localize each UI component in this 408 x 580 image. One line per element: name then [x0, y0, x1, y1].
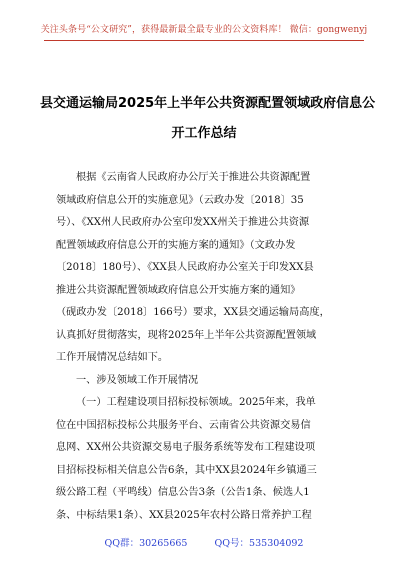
body-line: 推进公共资源配置领域政府信息公开实施方案的通知》 [56, 284, 301, 296]
body-line: 〔2018〕180号）、《XX县人民政府办公室关于印发XX县 [56, 262, 314, 273]
body-line: 条、中标结果1条）、XX县2025年农村公路日常养护工程 [56, 509, 312, 521]
contact-footer [0, 535, 408, 549]
banner-divider [44, 40, 364, 41]
qq-number-text: QQ号：535304092 [214, 538, 304, 549]
body-line: 目招标投标相关信息公告6条，其中XX县2024年乡镇通三 [56, 464, 317, 476]
body-line: 工作开展情况总结如下。 [56, 352, 169, 363]
body-line: 级公路工程（平鸣线）信息公告3条（公告1条、候选人1 [56, 487, 310, 498]
body-line: 领域政府信息公开的实施意见》（云政办发〔2018〕35 [56, 194, 304, 206]
section-heading: 一、涉及领域工作开展情况 [76, 374, 199, 386]
promo-banner: 关注头条号“公文研究”，获得最新最全最专业的公文资料库！ 微信：gongwenyj [40, 25, 368, 35]
body-line: 号）、《XX州人民政府办公室印发XX州关于推进公共资源 [56, 217, 310, 228]
body-line: 位在中国招标投标公共服务平台、云南省公共资源交易信 [56, 419, 311, 431]
body-line: 根据《云南省人民政府办公厅关于推进公共资源配置 [76, 172, 311, 183]
body-line: 认真抓好贯彻落实，现将2025年上半年公共资源配置领域 [56, 329, 317, 341]
qq-group-text: QQ群：30265665 [104, 538, 188, 549]
document-title-line-2: 开工作总结 [171, 126, 237, 141]
body-line: 息网、XX州公共资源交易电子服务系统等发布工程建设项 [56, 442, 316, 453]
document-body [56, 167, 356, 527]
body-line: （一）工程建设项目招标投标领域。2025年来，我单 [76, 397, 316, 408]
document-title-line-1: 县交通运输局2025年上半年公共资源配置领域政府信息公 [40, 96, 376, 111]
body-line: 配置领域政府信息公开的实施方案的通知》（文政办发 [56, 239, 296, 251]
body-line: （砚政办发〔2018〕166号）要求，XX县交通运输局高度， [56, 307, 330, 318]
